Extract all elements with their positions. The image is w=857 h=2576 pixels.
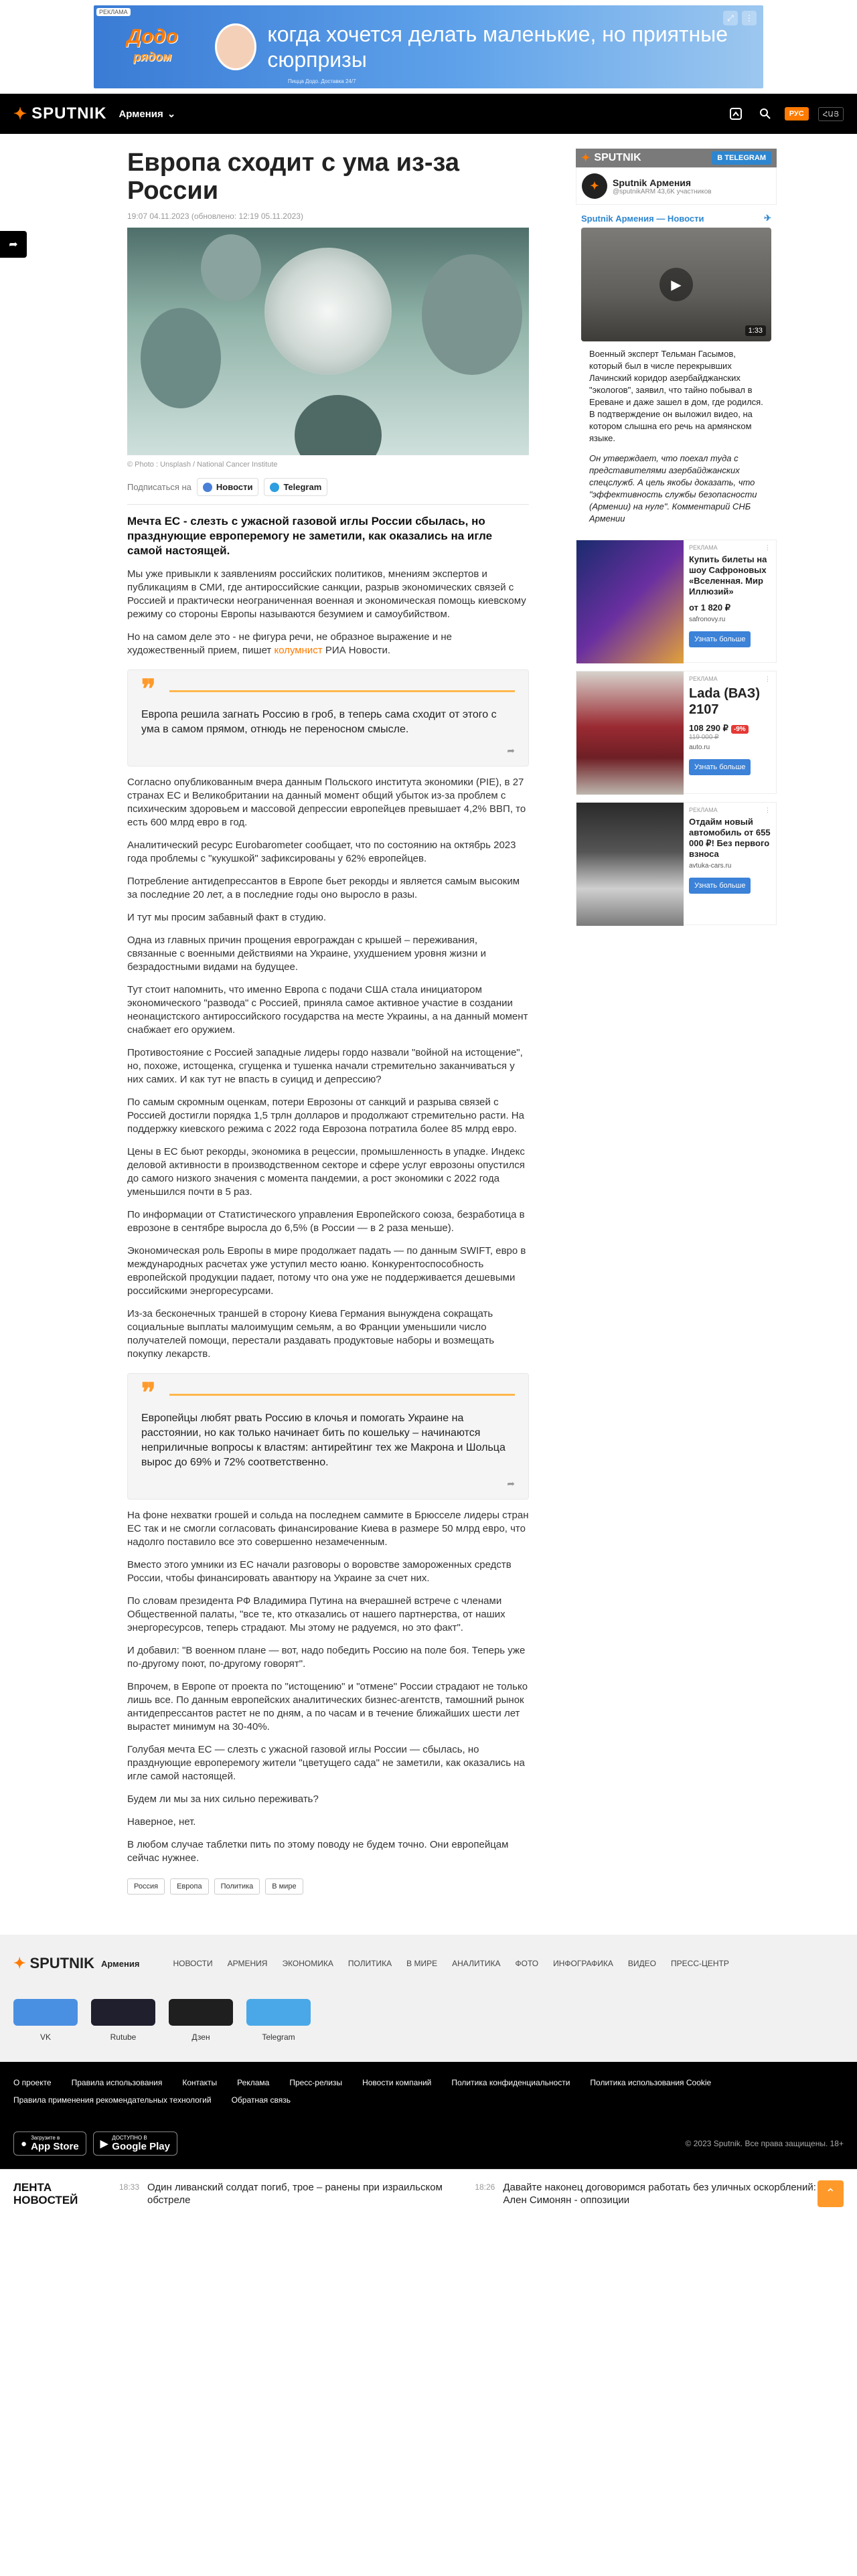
paragraph: По информации от Статистического управления Европейского союза, безработица в еврозоне в сентябре выросла до 6,5% (в России — в 2 раза меньше). xyxy=(127,1209,525,1234)
ad-body xyxy=(684,803,776,924)
quote-line xyxy=(169,1394,515,1396)
paragraph: Цены в ЕС бьют рекорды, экономика в рецессии, промышленность в упадке. Индекс деловой активности в производственном секторе и сфере услуг еврозоны опустился до самого низкого значения с момента пандемии, а рост экономики с 2022 года уменьшился почти в 5 раз. xyxy=(127,1146,525,1198)
paragraph: Тут стоит напомнить, что именно Европа с подачи США стала инициатором экономического "развода" с Россией, приняла самое активное участие в создании неонацистского антироссийского государства на месте Украины, а на данный момент снабжает его оружием. xyxy=(127,984,528,1036)
article-meta: 19:07 04.11.2023 (обновлено: 12:19 05.11.2023) xyxy=(127,212,303,221)
paragraph: Аналитический ресурс Eurobarometer сообщает, что по состоянию на октябрь 2023 года проблемы с "кукушкой" зафиксированы у 62% европейцев. xyxy=(127,839,516,864)
paragraph xyxy=(127,631,529,657)
footer-nav-item[interactable]: ВИДЕО xyxy=(627,1959,657,1968)
ad-price: от 1 820 ₽ xyxy=(689,602,731,613)
post-text: Военный эксперт Тельман Гасымов, который был в числе перекрывших Лачинский коридор азербайджанских "экологов", заявил, что тайно побывал в Ереване и даже зашел в дом, где родился. В подтверждение он выложил видео, на котором слышна его речь на армянском языке. xyxy=(589,349,763,443)
ad-image xyxy=(576,671,684,795)
app-store-name: App Store xyxy=(31,2141,79,2152)
footer-nav-item[interactable]: ЭКОНОМИКА xyxy=(282,1959,333,1968)
header-right xyxy=(726,104,844,124)
sputnik-logo-icon: ✦ xyxy=(13,104,28,123)
footer-nav-item[interactable]: ПРЕСС-ЦЕНТР xyxy=(671,1959,729,1968)
sputnik-logo-icon: ✦ xyxy=(581,153,591,164)
google-play-name: Google Play xyxy=(112,2141,170,2152)
social-label: Telegram xyxy=(262,2032,295,2042)
telegram-widget xyxy=(576,149,777,525)
ticker-label: ЛЕНТА НОВОСТЕЙ xyxy=(13,2180,78,2206)
ticker-item[interactable] xyxy=(475,2181,817,2206)
subscribe-telegram-button[interactable] xyxy=(264,478,327,496)
footer-nav-item[interactable]: ИНФОГРАФИКА xyxy=(553,1959,613,1968)
footer-link[interactable]: Политика конфиденциальности xyxy=(451,2078,570,2087)
paragraph: Голубая мечта ЕС — слезть с ужасной газовой иглы России — сбылась, но празднующие европеремогу жители "цветущего сада" не заметили, как оказались на игле самой настоящей. xyxy=(127,1744,525,1782)
ticker-time: 18:33 xyxy=(119,2182,140,2192)
footer-nav-item[interactable]: В МИРЕ xyxy=(406,1959,438,1968)
footer-logo-text: SPUTNIK xyxy=(29,1955,94,1971)
site-header xyxy=(0,94,857,134)
hero-surgical-lamp xyxy=(264,248,392,375)
footer-link[interactable]: Новости компаний xyxy=(362,2078,432,2087)
dzen-icon xyxy=(169,1999,233,2026)
article-title: Европа сходит с ума из-за России xyxy=(127,149,460,205)
paragraph: Наверное, нет. xyxy=(127,1816,196,1828)
footer-nav-item[interactable]: АРМЕНИЯ xyxy=(227,1959,268,1968)
paragraph: На фоне нехватки грошей и сольда на последнем саммите в Брюсселе лидеры стран ЕС так и не смогли согласовать финансирование Киева в размере 50 млрд евро, что надолго поставило все это совершенно незамеченным. xyxy=(127,1510,529,1548)
footer-link[interactable]: Правила использования xyxy=(71,2078,163,2087)
more-icon[interactable]: ⋮ xyxy=(765,675,771,682)
tag[interactable]: Россия xyxy=(127,1878,165,1895)
vk-icon xyxy=(13,1999,78,2026)
hero-figure xyxy=(141,308,221,408)
sidebar-ad[interactable] xyxy=(576,802,777,925)
paragraph: По словам президента РФ Владимира Путина на вчерашней встрече с членами Общественной палаты, "все те, кто отказались от нашего партнерства, от наших энергоресурсов, теперь страдают. Мы этому не радуемся, но это факт". xyxy=(127,1595,505,1633)
lang-ru-button[interactable]: РУС xyxy=(785,107,809,120)
news-ticker xyxy=(0,2169,857,2217)
ad-text: когда хочется делать маленькие, но приятные сюрпризы xyxy=(267,22,728,72)
page-body xyxy=(0,134,857,1895)
google-play-badge[interactable] xyxy=(93,2131,177,2156)
sidebar-ad[interactable] xyxy=(576,540,777,663)
app-store-text xyxy=(31,2135,79,2152)
ad-image xyxy=(215,23,256,70)
ad-price: 108 290 ₽ xyxy=(689,723,728,733)
subscribe-tg-label: Telegram xyxy=(283,482,322,492)
telegram-channel[interactable] xyxy=(576,167,777,205)
quote-icon: ❞ xyxy=(141,1377,156,1408)
footer-logo[interactable] xyxy=(13,1955,94,1972)
subscribe-row xyxy=(127,478,529,496)
ad-brand-line2: рядом xyxy=(133,50,172,64)
article-hero-image xyxy=(127,228,529,455)
footer-links xyxy=(13,2078,844,2105)
footer-region: Армения xyxy=(101,1958,140,1969)
quote-icon: ❞ xyxy=(141,673,156,705)
ticker-item[interactable] xyxy=(119,2181,461,2206)
app-store-top: Загрузите в xyxy=(31,2135,60,2141)
paragraph: Мы уже привыкли к заявлениям российских политиков, мнениям экспертов и публикациям в СМИ, где антироссийские санкции, разрыв экономических связей с Россией и практически неограниченная военная и экономическая помощь киевскому режиму со стороны Европы называются безумием и самоубийством. xyxy=(127,568,526,620)
telegram-post-text xyxy=(589,348,763,525)
quote-text: Европейцы любят рвать Россию в клочья и помогать Украине на расстоянии, но как только начинает бить по кошельку – начинаются неприличные вопросы к властям: антирейтинг тех же Макрона и Шольца вырос до 69% и 72% соответственно. xyxy=(141,1413,505,1468)
ad-brand-line1: Додо xyxy=(127,25,179,48)
ad-sub: Пицца Додо. Доставка 24/7 xyxy=(288,78,356,84)
telegram-subscribe-button[interactable]: В TELEGRAM xyxy=(712,151,771,165)
ad-brand xyxy=(94,27,211,67)
telegram-video[interactable] xyxy=(581,228,771,341)
ticker-text: Давайте наконец договоримся работать без уличных оскорблений: Ален Симонян - оппозиции xyxy=(503,2181,816,2206)
ad-more-button[interactable]: Узнать больше xyxy=(689,878,751,894)
ad-label-row xyxy=(689,675,771,683)
lang-hy-button[interactable]: ՀԱՅ xyxy=(818,107,844,121)
quote-text: Европа решила загнать Россию в гроб, в теперь сама сходит от этого с ума в самом прямом, отнюдь не переносном смысле. xyxy=(141,709,497,735)
channel-name: Sputnik Армения xyxy=(613,177,692,188)
footer-link[interactable]: Политика использования Cookie xyxy=(590,2078,712,2087)
social-links xyxy=(13,1999,844,2042)
social-label: Дзен xyxy=(191,2032,210,2042)
ticker-text: Один ливанский солдат погиб, трое – ранены при израильском обстреле xyxy=(147,2181,443,2206)
ad-body xyxy=(684,540,776,662)
ad-more-button[interactable]: Узнать больше xyxy=(689,759,751,775)
search-icon[interactable] xyxy=(755,104,775,124)
app-badges xyxy=(13,2131,844,2156)
discount-badge: -9% xyxy=(731,725,749,734)
footer-main xyxy=(0,1935,857,2062)
play-icon[interactable]: ▶ xyxy=(659,268,693,301)
article-lead: Мечта ЕС - слезть с ужасной газовой иглы России сбылась, но празднующие европеремогу не заметили, как оказались на игле самой настоящей. xyxy=(127,515,493,557)
quote-share-icon[interactable]: ➦ xyxy=(507,745,515,756)
post-channel-link[interactable]: Sputnik Армения — Новости xyxy=(581,213,704,224)
paragraph: Из-за бесконечных траншей в сторону Киева Германия вынуждена сокращать социальные выплаты малоимущим семьям, а во Франции уменьшили число получателей помощи, перестали раздавать продуктовые наборы и возмещать покупку лекарств. xyxy=(127,1308,495,1360)
subscribe-news-button[interactable] xyxy=(197,478,259,496)
home-icon[interactable] xyxy=(726,104,746,124)
region-label: Армения xyxy=(119,108,163,120)
ad-name: Отдайм новый автомобиль от 655 000 ₽! Без первого взноса xyxy=(689,817,771,859)
footer-link[interactable]: Контакты xyxy=(182,2078,218,2087)
ad-body xyxy=(684,671,776,793)
paragraph: Впрочем, в Европе от проекта по "истощению" и "отмене" России страдают не только лишь все. По данным европейских аналитических бизнес-агентств, тамошний рынок антидепрессантов растет не по дням, а по часам и в течение ближайших шести лет вырастет минимум на 30-40%. xyxy=(127,1681,528,1733)
divider xyxy=(127,504,529,505)
ad-label: РЕКЛАМА xyxy=(689,807,718,813)
channel-avatar: ✦ xyxy=(582,173,607,199)
paragraph: Будем ли мы за них сильно переживать? xyxy=(127,1793,319,1805)
paragraph: Вместо этого умники из ЕС начали разговоры о воровстве замороженных средств России, чтобы финансировать авантюру на Украине за счет них. xyxy=(127,1559,512,1584)
share-button[interactable] xyxy=(0,231,27,258)
paragraph: Одна из главных причин прощения еврограждан с крышей – переживания, связанные с военными действиями на Украине, ухудшением уровня жизни и безрадостными видами на будущее. xyxy=(127,935,486,973)
paragraph: И добавил: "В военном плане — вот, надо победить Россию на поле боя. Теперь уже по-другому поют, по-другому говорят". xyxy=(127,1645,526,1670)
more-icon[interactable]: ⋮ xyxy=(765,807,771,813)
chevron-down-icon: ⌄ xyxy=(167,108,176,120)
paragraph: По самым скромным оценкам, потери Еврозоны от санкций и разрыва связей с Россией достигли порядка 1,5 трлн долларов и продолжают стремительно расти. На поддержку киевского режима с 2022 года Еврозона потратила более 85 млрд евро. xyxy=(127,1097,524,1135)
paragraph: Экономическая роль Европы в мире продолжает падать — по данным SWIFT, евро в международных расчетах уже уступил место юаню. Конкурентоспособность европейской продукции падает, потому что она уже не поддерживается дешевыми российскими энергоресурсами. xyxy=(127,1245,526,1297)
social-label: Rutube xyxy=(110,2032,137,2042)
telegram-post-header xyxy=(576,209,777,228)
ad-image xyxy=(576,803,684,926)
google-play-icon: ▶ xyxy=(100,2138,108,2150)
tag[interactable]: В мире xyxy=(265,1878,303,1895)
region-selector[interactable] xyxy=(119,108,175,120)
telegram-icon xyxy=(246,1999,311,2026)
paragraph: И тут мы просим забавный факт в студию. xyxy=(127,912,327,923)
news-icon xyxy=(203,483,212,492)
share-icon: ➦ xyxy=(9,239,18,250)
apple-icon: ● xyxy=(21,2138,27,2150)
footer-link[interactable]: Правила применения рекомендательных технологий xyxy=(13,2095,212,2105)
ad-domain: auto.ru xyxy=(689,744,710,751)
ad-name: Купить билеты на шоу Сафроновых «Вселенная. Мир Иллюзий» xyxy=(689,554,767,596)
ad-domain: avtuka-cars.ru xyxy=(689,862,732,870)
hero-figure xyxy=(295,395,382,455)
tg-head-logo: SPUTNIK xyxy=(594,152,641,163)
sidebar-ad[interactable] xyxy=(576,671,777,794)
footer-nav-item[interactable]: ПОЛИТИКА xyxy=(347,1959,392,1968)
p2-text-end: РИА Новости. xyxy=(322,645,391,656)
footer-link[interactable]: Пресс-релизы xyxy=(289,2078,343,2087)
ad-label: РЕКЛАМА xyxy=(689,544,718,551)
paragraph: В любом случае таблетки пить по этому поводу не будем точно. Они европейцам сейчас нужнее. xyxy=(127,1839,509,1864)
google-play-top: ДОСТУПНО В xyxy=(112,2135,147,2141)
p2-text: Но на самом деле это - не фигура речи, не образное выражение и не художественный прием, пишет xyxy=(127,631,452,656)
quote-block xyxy=(127,669,529,767)
paragraph: Потребление антидепрессантов в Европе бьет рекорды и является самым высоким за последние 20 лет, а в последние годы оно выросло в разы. xyxy=(127,876,520,900)
ad-more-button[interactable]: Узнать больше xyxy=(689,631,751,647)
sidebar xyxy=(576,149,777,1895)
image-caption: © Photo : Unsplash / National Cancer Institute xyxy=(127,461,278,469)
hero-figure xyxy=(201,234,261,301)
video-duration: 1:33 xyxy=(745,325,766,336)
paragraph: Противостояние с Россией западные лидеры гордо назвали "войной на истощение", но, похоже, истощенка, сгущенка и тушенка начали стремительно заканчиваться у них самих. И как тут не впасть в суицид и депрессию? xyxy=(127,1047,523,1085)
social-dzen[interactable] xyxy=(169,1999,233,2042)
tag[interactable]: Европа xyxy=(170,1878,209,1895)
site-logo[interactable] xyxy=(13,104,106,124)
ad-expand-icon[interactable]: ⤢ xyxy=(723,11,738,25)
top-ad-banner[interactable] xyxy=(94,5,763,88)
footer-link[interactable]: О проекте xyxy=(13,2078,52,2087)
footer-nav-item[interactable]: ФОТО xyxy=(515,1959,539,1968)
top-ad-area xyxy=(0,0,857,94)
channel-info xyxy=(613,177,712,195)
social-vk[interactable] xyxy=(13,1999,78,2042)
footer-link[interactable]: Реклама xyxy=(237,2078,270,2087)
footer-nav-item[interactable]: НОВОСТИ xyxy=(173,1959,213,1968)
ad-controls xyxy=(723,11,757,25)
rutube-icon xyxy=(91,1999,155,2026)
ad-mark: РЕКЛАМА xyxy=(96,8,131,16)
google-play-text xyxy=(112,2135,170,2152)
quote-share-icon[interactable]: ➦ xyxy=(507,1478,515,1489)
copyright: © 2023 Sputnik. Все права защищены. 18+ xyxy=(685,2139,844,2148)
social-label: VK xyxy=(40,2032,51,2042)
subscribe-label: Подписаться на xyxy=(127,482,191,492)
footer-nav-item[interactable]: АНАЛИТИКА xyxy=(452,1959,501,1968)
ad-label-row xyxy=(689,807,771,814)
ad-image xyxy=(576,540,684,663)
ad-name: Lada (ВАЗ) 2107 xyxy=(689,686,760,717)
tag-list xyxy=(127,1878,529,1895)
telegram-icon: ✈ xyxy=(764,213,771,223)
footer-nav xyxy=(173,1959,728,1968)
app-store-badge[interactable] xyxy=(13,2131,86,2156)
columnist-link[interactable]: колумнист xyxy=(274,645,323,656)
article xyxy=(127,149,529,1895)
quote-block xyxy=(127,1373,529,1500)
telegram-icon xyxy=(270,483,279,492)
more-icon[interactable]: ⋮ xyxy=(765,544,771,551)
ad-price-row xyxy=(689,723,771,734)
telegram-widget-header xyxy=(576,149,777,167)
ticker-time: 18:26 xyxy=(475,2182,495,2192)
subscribe-news-label: Новости xyxy=(216,482,253,492)
logo-text: SPUTNIK xyxy=(31,104,107,123)
scroll-up-icon[interactable]: ⌃ xyxy=(817,2180,844,2207)
paragraph: Согласно опубликованным вчера данным Польского института экономики (PIE), в 27 странах ЕС и Великобритании на данный момент общий убыток из-за проблем с психическим здоровьем и массовой депрессии европейцев превышает 4,2% ВВП, то есть 600 млрд евро в год. xyxy=(127,777,526,828)
footer-top-row xyxy=(13,1955,844,1972)
footer-legal xyxy=(0,2062,857,2169)
sputnik-logo-icon: ✦ xyxy=(13,1955,26,1971)
hero-figure xyxy=(422,254,522,375)
quote-line xyxy=(169,690,515,692)
ad-domain: safronovy.ru xyxy=(689,616,726,623)
ad-more-icon[interactable]: ⋮ xyxy=(742,11,757,25)
channel-subscribers: @sputnikARM 43,6K участников xyxy=(613,187,712,195)
post-text-italic: Он утверждает, что поехал туда с представителями азербайджанских спецслужб. А цель якобы доказать, что "эффективность службы безопасности (Армении) на нуле". Комментарий СНБ Армении xyxy=(589,453,757,524)
footer-link[interactable]: Обратная связь xyxy=(231,2095,291,2105)
social-telegram[interactable] xyxy=(246,1999,311,2042)
ad-old-price: 119 000 ₽ xyxy=(689,734,719,741)
ad-label-row xyxy=(689,544,771,552)
ad-label: РЕКЛАМА xyxy=(689,675,718,682)
tag[interactable]: Политика xyxy=(214,1878,260,1895)
social-rutube[interactable] xyxy=(91,1999,155,2042)
